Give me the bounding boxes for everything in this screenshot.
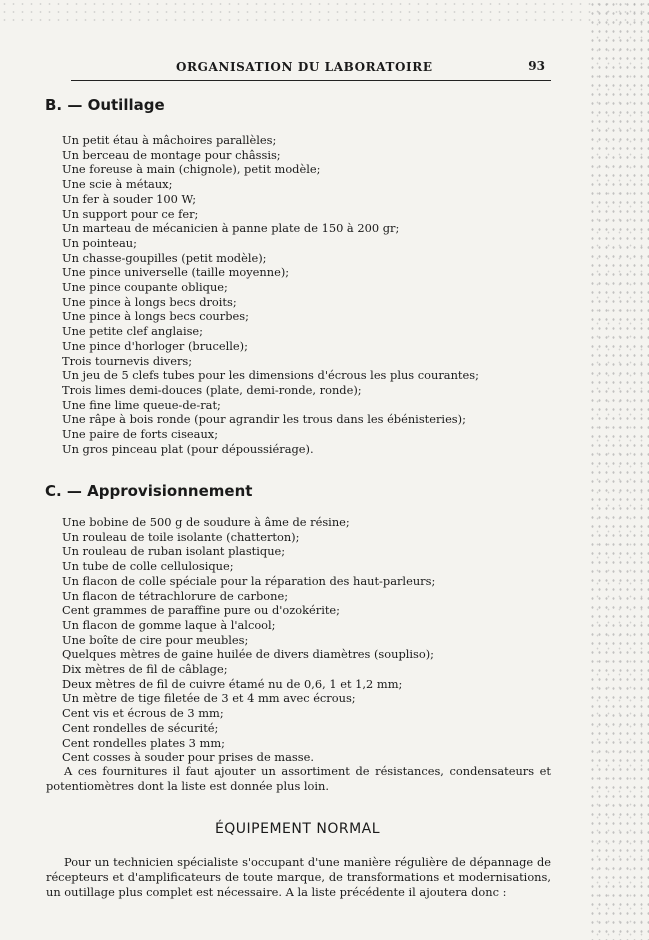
supplies-note: A ces fournitures il faut ajouter un assortiment de résistances, condensateurs et potentiomètres dont la liste est donnée plus loin. <box>46 764 551 793</box>
list-item: Un gros pinceau plat (pour dépoussiérage). <box>62 441 314 456</box>
list-item: Une paire de forts ciseaux; <box>62 427 219 442</box>
section-b-title: B. — Outillage <box>45 96 165 114</box>
list-item: Un petit étau à mâchoires parallèles; <box>62 133 277 147</box>
list-item: Trois tournevis divers; <box>62 353 193 368</box>
list-item: Un rouleau de toile isolante (chatterton); <box>62 529 300 544</box>
list-item: Une pince à longs becs courbes; <box>62 309 249 324</box>
list-item: Un chasse-goupilles (petit modèle); <box>62 250 267 265</box>
list-item: Un jeu de 5 clefs tubes pour les dimensions d'écrous les plus courantes; <box>62 368 479 383</box>
list-item: Une râpe à bois ronde (pour agrandir les trous dans les ébénisteries); <box>62 412 466 427</box>
list-item: Cent rondelles plates 3 mm; <box>62 735 225 750</box>
running-header <box>71 58 551 81</box>
equipement-intro: Pour un technicien spécialiste s'occupant d'une manière régulière de dépannage de récepteurs et d'amplificateurs de toute marque, de transformations et modernisations, un outillage plus complet est nécessaire. A la liste précédente il ajoutera donc : <box>46 855 551 899</box>
running-title: ORGANISATION DU LABORATOIRE <box>176 60 433 74</box>
list-item: Un marteau de mécanicien à panne plate de 150 à 200 gr; <box>62 221 400 236</box>
scan-speckle-top <box>0 0 649 25</box>
list-item: Un berceau de montage pour châssis; <box>62 147 281 162</box>
list-item: Un mètre de tige filetée de 3 et 4 mm avec écrous; <box>62 691 356 706</box>
list-item: Cent grammes de paraffine pure ou d'ozokérite; <box>62 603 341 618</box>
list-item: Trois limes demi-douces (plate, demi-ronde, ronde); <box>62 382 362 397</box>
list-item: Un flacon de gomme laque à l'alcool; <box>62 617 276 632</box>
list-item: Une boîte de cire pour meubles; <box>62 632 249 647</box>
list-item: Une pince universelle (taille moyenne); <box>62 265 290 280</box>
list-item: Un pointeau; <box>62 235 137 250</box>
approvisionnement-list <box>62 515 435 765</box>
list-item: Deux mètres de fil de cuivre étamé nu de 0,6, 1 et 1,2 mm; <box>62 676 403 691</box>
list-item: Cent cosses à souder pour prises de masse. <box>62 750 314 765</box>
outillage-list <box>62 133 479 456</box>
list-item: Une bobine de 500 g de soudure à âme de résine; <box>62 515 350 529</box>
list-item: Une fine lime queue-de-rat; <box>62 397 221 412</box>
list-item: Un flacon de colle spéciale pour la réparation des haut-parleurs; <box>62 573 436 588</box>
list-item: Un rouleau de ruban isolant plastique; <box>62 544 286 559</box>
scan-speckle-right <box>589 0 649 940</box>
list-item: Une pince d'horloger (brucelle); <box>62 338 248 353</box>
list-item: Un support pour ce fer; <box>62 206 199 221</box>
list-item: Une petite clef anglaise; <box>62 324 204 339</box>
list-item: Cent vis et écrous de 3 mm; <box>62 706 224 721</box>
list-item: Un flacon de tétrachlorure de carbone; <box>62 588 289 603</box>
list-item: Dix mètres de fil de câblage; <box>62 662 228 677</box>
list-item: Une pince coupante oblique; <box>62 280 228 295</box>
list-item: Une pince à longs becs droits; <box>62 294 237 309</box>
list-item: Une foreuse à main (chignole), petit modèle; <box>62 162 321 177</box>
list-item: Quelques mètres de gaine huilée de divers diamètres (soupliso); <box>62 647 435 662</box>
list-item: Un tube de colle cellulosique; <box>62 559 234 574</box>
list-item: Un fer à souder 100 W; <box>62 191 197 206</box>
list-item: Cent rondelles de sécurité; <box>62 720 219 735</box>
equipement-normal-title: ÉQUIPEMENT NORMAL <box>214 821 381 837</box>
page-number: 93 <box>528 59 545 73</box>
section-c-title: C. — Approvisionnement <box>45 482 253 500</box>
list-item: Une scie à métaux; <box>62 177 173 192</box>
